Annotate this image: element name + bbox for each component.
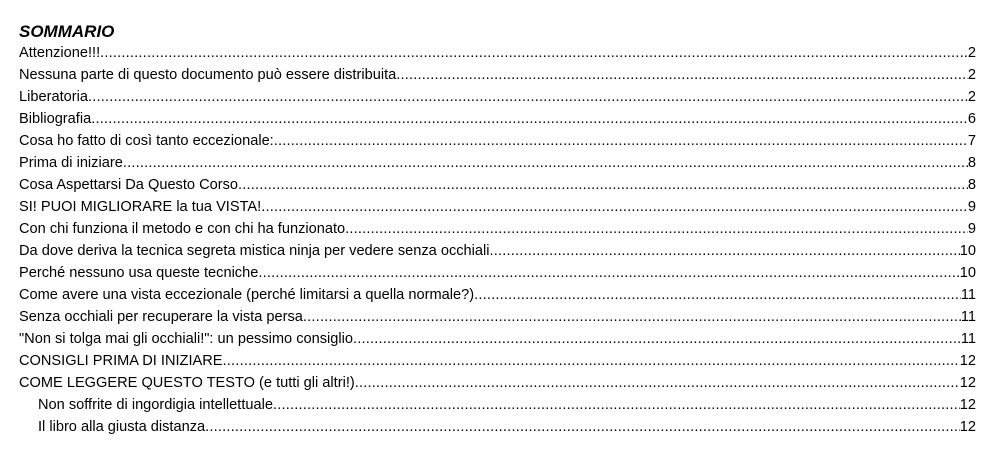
- toc-entry-page: 12: [959, 397, 976, 413]
- toc-title: SOMMARIO: [19, 22, 115, 41]
- toc-entry-title: COME LEGGERE QUESTO TESTO (e tutti gli altri!): [19, 375, 355, 391]
- toc-dot-leader: [474, 284, 961, 306]
- toc-entry[interactable]: [19, 218, 976, 240]
- toc-entry-page: 12: [959, 353, 976, 369]
- toc-entry-page: 9: [967, 221, 976, 237]
- toc-entry-title: Senza occhiali per recuperare la vista persa: [19, 309, 303, 325]
- toc-dot-leader: [223, 350, 960, 372]
- toc-entry[interactable]: [19, 372, 976, 394]
- toc-entry-title: Perché nessuno usa queste tecniche: [19, 265, 259, 281]
- toc-entry-page: 8: [967, 155, 976, 171]
- toc-entry[interactable]: [19, 130, 976, 152]
- toc-entry-page: 11: [960, 309, 976, 325]
- toc-entry-title: CONSIGLI PRIMA DI INIZIARE: [19, 353, 223, 369]
- toc-entry-title: Cosa ho fatto di così tanto eccezionale:: [19, 133, 274, 149]
- toc-entry-page: 10: [959, 243, 976, 259]
- toc-entry-page: 9: [967, 199, 976, 215]
- toc-entry-title: Bibliografia: [19, 111, 92, 127]
- toc-entry-page: 11: [960, 331, 976, 347]
- toc-entry-title: Liberatoria: [19, 89, 88, 105]
- toc-entry[interactable]: [19, 196, 976, 218]
- toc-entry-page: 8: [967, 177, 976, 193]
- toc-entry-title: Non soffrite di ingordigia intellettuale: [38, 397, 273, 413]
- toc-dot-leader: [490, 240, 960, 262]
- toc-entry[interactable]: [19, 306, 976, 328]
- toc-dot-leader: [353, 328, 961, 350]
- toc-entry[interactable]: [19, 174, 976, 196]
- toc-dot-leader: [238, 174, 968, 196]
- table-of-contents: [19, 22, 976, 438]
- toc-entry-title: Con chi funziona il metodo e con chi ha funzionato: [19, 221, 346, 237]
- toc-list: [19, 42, 976, 438]
- toc-entry-title: SI! PUOI MIGLIORARE la tua VISTA!: [19, 199, 262, 215]
- toc-dot-leader: [274, 130, 968, 152]
- toc-entry[interactable]: [19, 240, 976, 262]
- toc-entry-page: 12: [959, 419, 976, 435]
- toc-dot-leader: [91, 108, 968, 130]
- toc-entry-page: 2: [967, 45, 976, 61]
- toc-dot-leader: [345, 218, 968, 240]
- toc-entry-page: 10: [959, 265, 976, 281]
- toc-dot-leader: [261, 196, 968, 218]
- toc-entry[interactable]: [19, 64, 976, 86]
- toc-entry-title: Attenzione!!!: [19, 45, 101, 61]
- toc-entry-page: 2: [967, 89, 976, 105]
- toc-entry-title: Nessuna parte di questo documento può essere distribuita: [19, 67, 397, 83]
- toc-entry[interactable]: [19, 42, 976, 64]
- toc-entry-title: Prima di iniziare: [19, 155, 123, 171]
- toc-dot-leader: [273, 394, 960, 416]
- toc-dot-leader: [303, 306, 961, 328]
- toc-entry[interactable]: [19, 152, 976, 174]
- toc-entry-page: 2: [967, 67, 976, 83]
- toc-dot-leader: [258, 262, 959, 284]
- toc-entry-page: 6: [967, 111, 976, 127]
- toc-entry[interactable]: [19, 394, 976, 416]
- toc-entry-title: Il libro alla giusta distanza: [38, 419, 206, 435]
- toc-entry-page: 7: [967, 133, 976, 149]
- toc-entry[interactable]: [19, 262, 976, 284]
- toc-entry-title: Cosa Aspettarsi Da Questo Corso: [19, 177, 239, 193]
- toc-entry-page: 12: [959, 375, 976, 391]
- toc-entry-title: Da dove deriva la tecnica segreta mistica ninja per vedere senza occhiali: [19, 243, 490, 259]
- toc-dot-leader: [100, 42, 968, 64]
- toc-entry[interactable]: [19, 108, 976, 130]
- toc-dot-leader: [396, 64, 968, 86]
- toc-dot-leader: [123, 152, 968, 174]
- toc-entry[interactable]: [19, 350, 976, 372]
- toc-entry-title: "Non si tolga mai gli occhiali!": un pessimo consiglio: [19, 331, 354, 347]
- toc-entry[interactable]: [19, 416, 976, 438]
- toc-dot-leader: [205, 416, 960, 438]
- toc-entry-title: Come avere una vista eccezionale (perché limitarsi a quella normale?): [19, 287, 475, 303]
- toc-entry[interactable]: [19, 284, 976, 306]
- toc-dot-leader: [355, 372, 960, 394]
- toc-entry[interactable]: [19, 328, 976, 350]
- toc-entry[interactable]: [19, 86, 976, 108]
- toc-dot-leader: [88, 86, 968, 108]
- toc-entry-page: 11: [960, 287, 976, 303]
